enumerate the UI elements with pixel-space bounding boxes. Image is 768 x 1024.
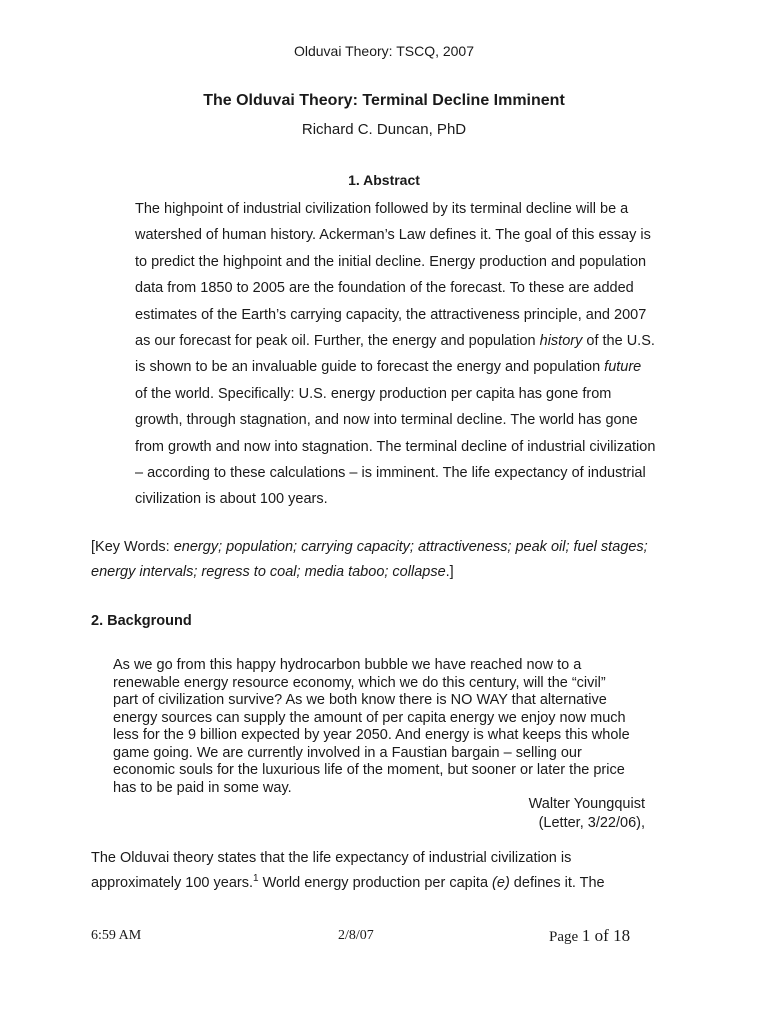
- page-total: 18: [613, 926, 631, 945]
- abstract-text: of the U.S.: [582, 333, 655, 350]
- abstract-line: [135, 328, 655, 354]
- quote-line: renewable energy resource economy, which we do this century, will the “civil”: [113, 674, 606, 691]
- paragraph-line: [91, 871, 691, 896]
- attribution-source: (Letter, 3/22/06),: [538, 815, 645, 831]
- page-current: 1: [581, 926, 591, 945]
- abstract-line: estimates of the Earth’s carrying capacity, the attractiveness principle, and 2007: [135, 306, 647, 323]
- background-heading: 2. Background: [91, 613, 192, 629]
- abstract-line: from growth and now into stagnation. The terminal decline of industrial civilization: [135, 438, 656, 455]
- abstract-line: to predict the highpoint and the initial decline. Energy production and population: [135, 253, 647, 270]
- attribution-name: Walter Youngquist: [528, 796, 645, 812]
- abstract-text: as our forecast for peak oil. Further, the energy and population: [135, 333, 540, 350]
- abstract-line: The highpoint of industrial civilization followed by its terminal decline will be a: [135, 201, 629, 217]
- quote-line: has to be paid in some way.: [113, 779, 292, 796]
- quote-line: game going. We are currently involved in a Faustian bargain – selling our: [113, 744, 582, 761]
- abstract-line: data from 1850 to 2005 are the foundation of the forecast. To these are added: [135, 280, 634, 297]
- abstract-body: [135, 196, 655, 513]
- paragraph-text: defines it. The: [509, 875, 605, 891]
- page-of: of: [590, 926, 614, 945]
- paragraph-emphasis: (e): [492, 875, 510, 891]
- abstract-line: civilization is about 100 years.: [135, 491, 328, 508]
- paragraph-line: The Olduvai theory states that the life expectancy of industrial civilization is: [91, 850, 572, 866]
- abstract-heading: 1. Abstract: [348, 172, 420, 188]
- footer-date: 2/8/07: [338, 928, 374, 943]
- keywords-close: .]: [445, 563, 454, 580]
- quote-line: economic souls for the luxurious life of the moment, but sooner or later the price: [113, 762, 625, 778]
- abstract-line: [135, 354, 655, 380]
- document-author: Richard C. Duncan, PhD: [301, 121, 467, 138]
- paragraph-text: approximately 100 years.: [91, 875, 253, 891]
- keywords-label: [Key Words:: [91, 539, 174, 555]
- footnote-marker[interactable]: 1: [253, 873, 259, 885]
- abstract-emphasis: future: [604, 359, 642, 376]
- quote-line: part of civilization survive? As we both know there is NO WAY that alternative: [113, 692, 607, 708]
- quote-line: As we go from this happy hydrocarbon bubble we have reached now to a: [113, 657, 582, 673]
- abstract-line: – according to these calculations – is imminent. The life expectancy of industrial: [135, 465, 646, 482]
- abstract-line: of the world. Specifically: U.S. energy production per capita has gone from: [135, 385, 612, 402]
- footer-time: 6:59 AM: [91, 928, 142, 943]
- running-header: Olduvai Theory: TSCQ, 2007: [293, 43, 475, 59]
- keywords-list: energy intervals; regress to coal; media taboo; collapse: [91, 563, 446, 580]
- page-word: Page: [549, 929, 582, 945]
- abstract-text: is shown to be an invaluable guide to forecast the energy and population: [135, 359, 605, 376]
- keywords-list: energy; population; carrying capacity; attractiveness; peak oil; fuel stages;: [173, 539, 648, 555]
- block-quote: [113, 657, 673, 797]
- footer-page-number: [549, 926, 630, 946]
- paragraph-text: World energy production per capita: [258, 875, 493, 891]
- quote-attribution: [529, 795, 645, 833]
- keywords: [91, 535, 691, 584]
- abstract-line: watershed of human history. Ackerman’s Law defines it. The goal of this essay is: [135, 227, 651, 244]
- abstract-line: growth, through stagnation, and now into terminal decline. The world has gone: [135, 412, 638, 429]
- keywords-line: [91, 560, 691, 585]
- background-paragraph: [91, 846, 691, 896]
- abstract-emphasis: history: [539, 333, 583, 350]
- quote-line: less for the 9 billion expected by year 2050. And energy is what keeps this whole: [113, 727, 630, 743]
- keywords-line: [91, 535, 691, 560]
- quote-line: energy sources can supply the amount of per capita energy we enjoy now much: [113, 709, 626, 726]
- document-title: The Olduvai Theory: Terminal Decline Imminent: [203, 92, 565, 109]
